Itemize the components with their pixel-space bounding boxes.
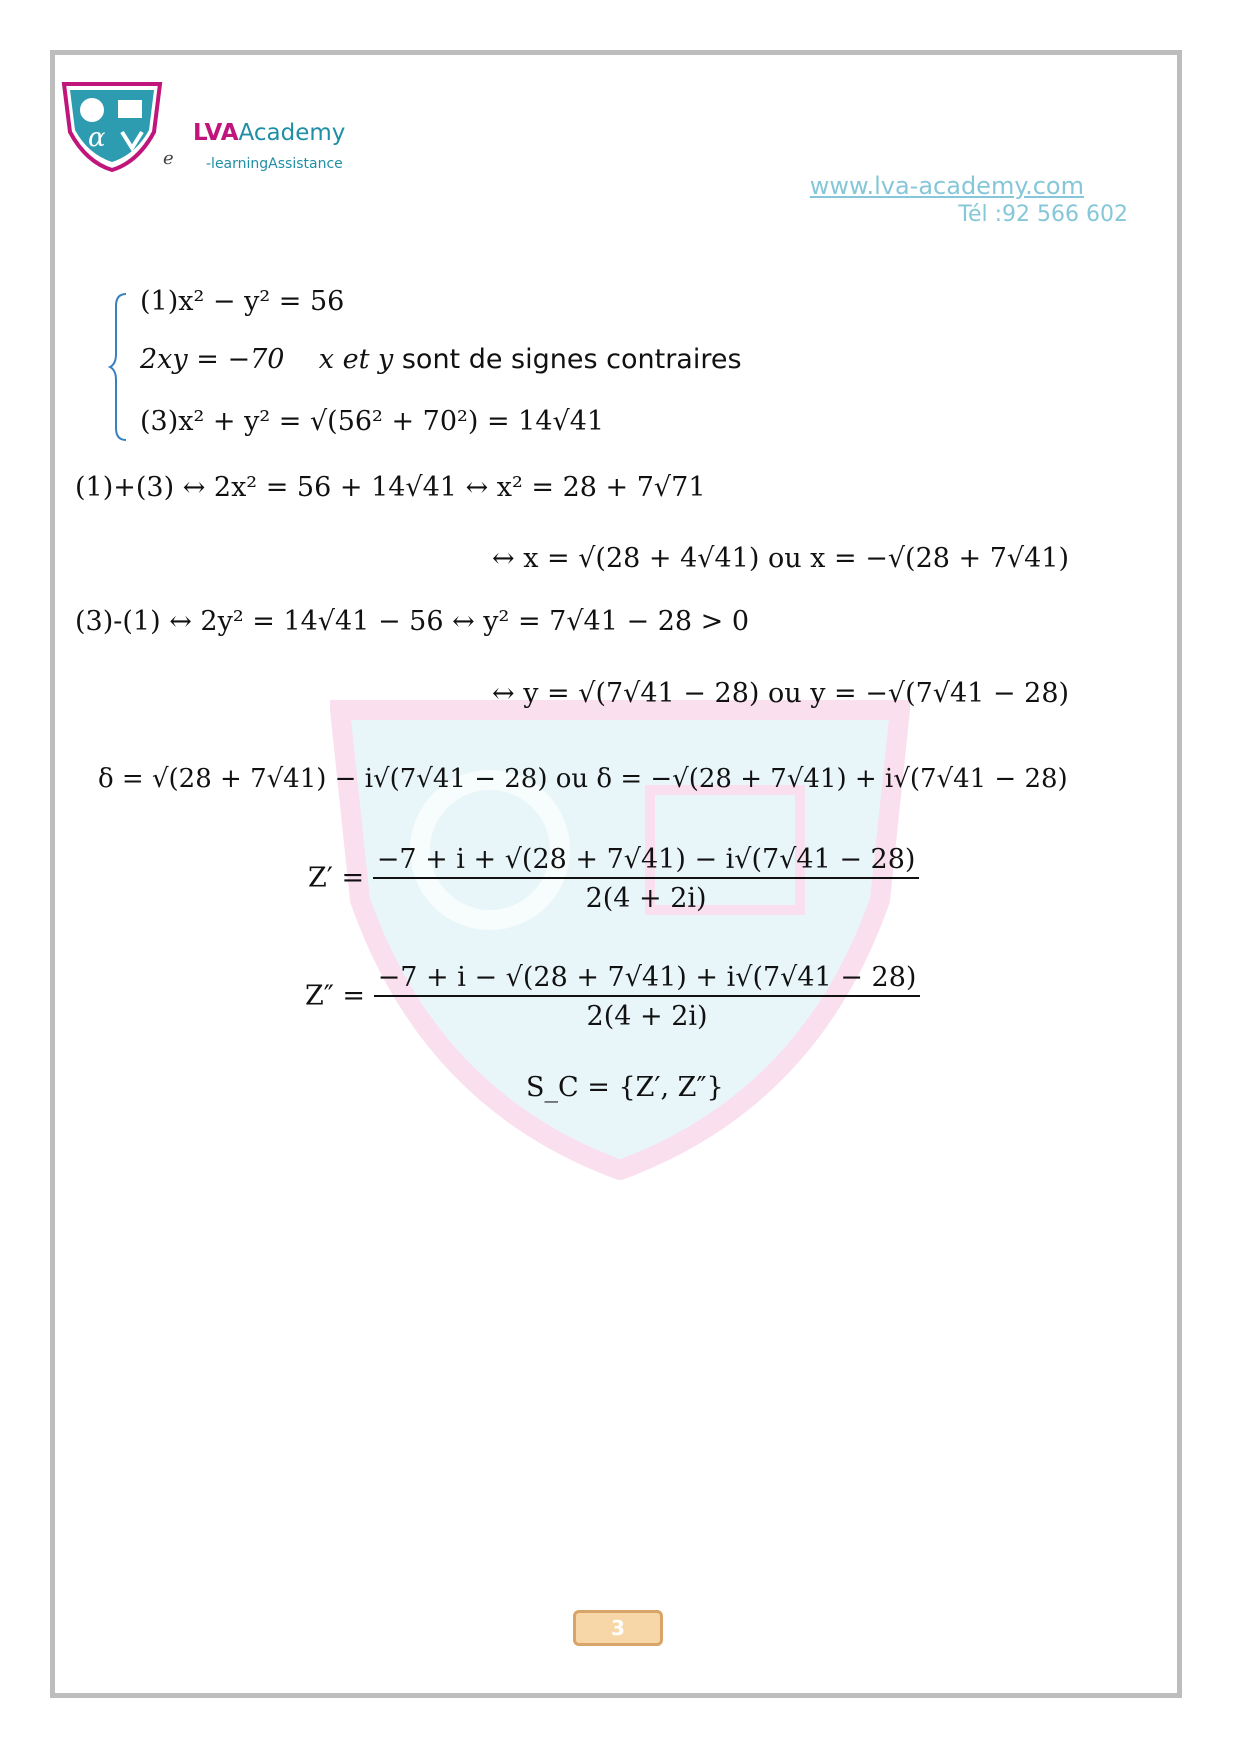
brand-e: e [163,148,174,169]
equation-2-expr: 2xy = −70 [140,344,285,375]
step-2: ↔ x = √(28 + 4√41) ou x = −√(28 + 7√41) [492,543,1069,574]
brand-subtitle: -learningAssistance [206,156,343,172]
system-brace-icon [108,292,128,442]
equation-2 [140,346,742,373]
page-number: 3 [573,1610,663,1646]
equation-2-vars: x et y [318,344,394,375]
z-double-prime-equation [305,964,920,1030]
delta-equation: δ = √(28 + 7√41) − i√(7√41 − 28) ou δ = −√(28 + 7√41) + i√(7√41 − 28) [98,764,1068,794]
lva-logo-icon [58,80,166,172]
z-prime-equation [308,846,919,912]
svg-text:α: α [88,123,106,153]
z-prime-fraction [373,846,920,912]
z-double-prime-denominator: 2(4 + 2i) [586,1001,708,1032]
step-3: (3)-(1) ↔ 2y² = 14√41 − 56 ↔ y² = 7√41 − 28 > 0 [75,606,750,637]
equation-2-note: sont de signes contraires [401,344,742,375]
website-link[interactable]: www.lva-academy.com [809,172,1084,200]
equation-3: (3)x² + y² = √(56² + 70²) = 14√41 [140,406,605,437]
solution-set: S_C = {Z′, Z″} [526,1072,724,1103]
step-1: (1)+(3) ↔ 2x² = 56 + 14√41 ↔ x² = 28 + 7√71 [75,472,706,503]
phone-number: Tél :92 566 602 [958,202,1128,227]
z-double-prime-fraction [374,964,921,1030]
z-prime-label: Z′ = [308,862,365,894]
brand-lva: LVA [193,120,239,146]
step-4: ↔ y = √(7√41 − 28) ou y = −√(7√41 − 28) [492,678,1070,709]
z-prime-numerator: −7 + i + √(28 + 7√41) − i√(7√41 − 28) [373,846,920,879]
brand-academy: Academy [238,120,346,146]
z-double-prime-numerator: −7 + i − √(28 + 7√41) + i√(7√41 − 28) [374,964,921,997]
z-double-prime-label: Z″ = [305,980,366,1012]
equation-1: (1)x² − y² = 56 [140,286,345,317]
brand-name [193,120,345,146]
z-prime-denominator: 2(4 + 2i) [585,883,707,914]
